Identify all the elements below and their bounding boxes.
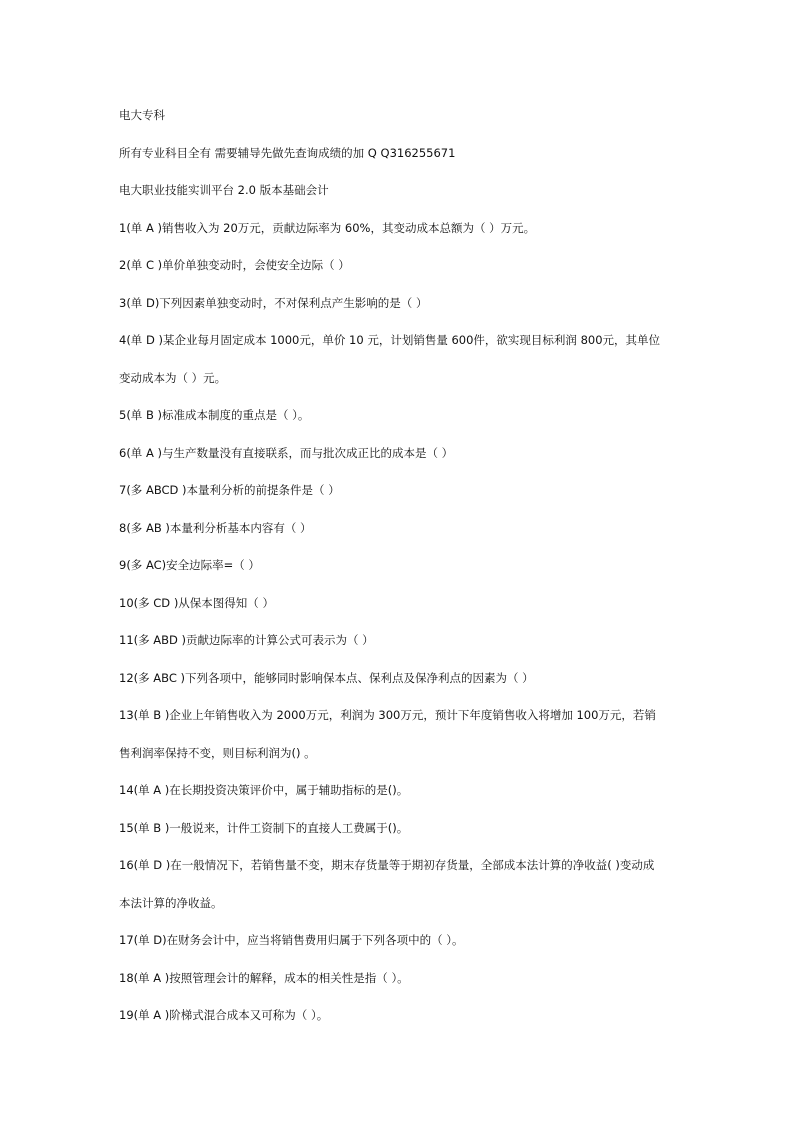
subtitle-line: 电大职业技能实训平台 2.0 版本基础会计 xyxy=(119,183,329,197)
question-line: 11(多 ABD )贡献边际率的计算公式可表示为（ ） xyxy=(119,633,374,647)
question-line: 10(多 CD )从保本图得知（ ） xyxy=(119,595,274,610)
question-line: 12(多 ABC )下列各项中，能够同时影响保本点、保利点及保净利点的因素为（ ） xyxy=(119,670,534,685)
question-line: 19(单 A )阶梯式混合成本又可称为（ ）。 xyxy=(119,1008,329,1022)
question-line: 18(单 A )按照管理会计的解释，成本的相关性是指（ ）。 xyxy=(119,970,409,985)
document-body xyxy=(119,106,679,1044)
contact-line: 所有专业科目全有 需要辅导先做先查询成绩的加 Q Q316255671 xyxy=(119,145,456,160)
question-line: 1(单 A )销售收入为 20万元，贡献边际率为 60%，其变动成本总额为（ ）万元。 xyxy=(119,220,536,235)
question-line: 4(单 D )某企业每月固定成本 1000元，单价 10 元，计划销售量 600件，欲实现目标利润 800元，其单位 xyxy=(119,333,661,347)
question-continuation-line: 本法计算的净收益。 xyxy=(119,895,223,910)
question-line: 8(多 AB )本量利分析基本内容有（ ） xyxy=(119,520,312,535)
question-line: 16(单 D )在一般情况下，若销售量不变，期末存货量等于期初存货量，全部成本法计算的净收益( )变动成 xyxy=(119,858,655,872)
question-line: 6(单 A )与生产数量没有直接联系，而与批次成正比的成本是（ ） xyxy=(119,445,454,460)
question-line: 14(单 A )在长期投资决策评价中，属于辅助指标的是()。 xyxy=(119,783,409,797)
question-line: 13(单 B )企业上年销售收入为 2000万元，利润为 300万元，预计下年度销售收入将增加 100万元，若销 xyxy=(119,708,656,722)
question-line: 7(多 ABCD )本量利分析的前提条件是（ ） xyxy=(119,483,340,497)
question-line: 15(单 B )一般说来，计件工资制下的直接人工费属于()。 xyxy=(119,820,409,835)
question-line: 3(单 D)下列因素单独变动时，不对保利点产生影响的是（ ） xyxy=(119,295,428,310)
question-continuation-line: 变动成本为（ ）元。 xyxy=(119,370,227,385)
question-line: 5(单 B )标准成本制度的重点是（ ）。 xyxy=(119,408,310,422)
question-line: 2(单 C )单价单独变动时，会使安全边际（ ） xyxy=(119,258,350,272)
question-line: 9(多 AC)安全边际率=（ ） xyxy=(119,558,260,572)
question-line: 17(单 D)在财务会计中，应当将销售费用归属于下列各项中的（ ）。 xyxy=(119,933,464,947)
question-continuation-line: 售利润率保持不变，则目标利润为() 。 xyxy=(119,745,316,760)
heading-line: 电大专科 xyxy=(119,108,165,122)
